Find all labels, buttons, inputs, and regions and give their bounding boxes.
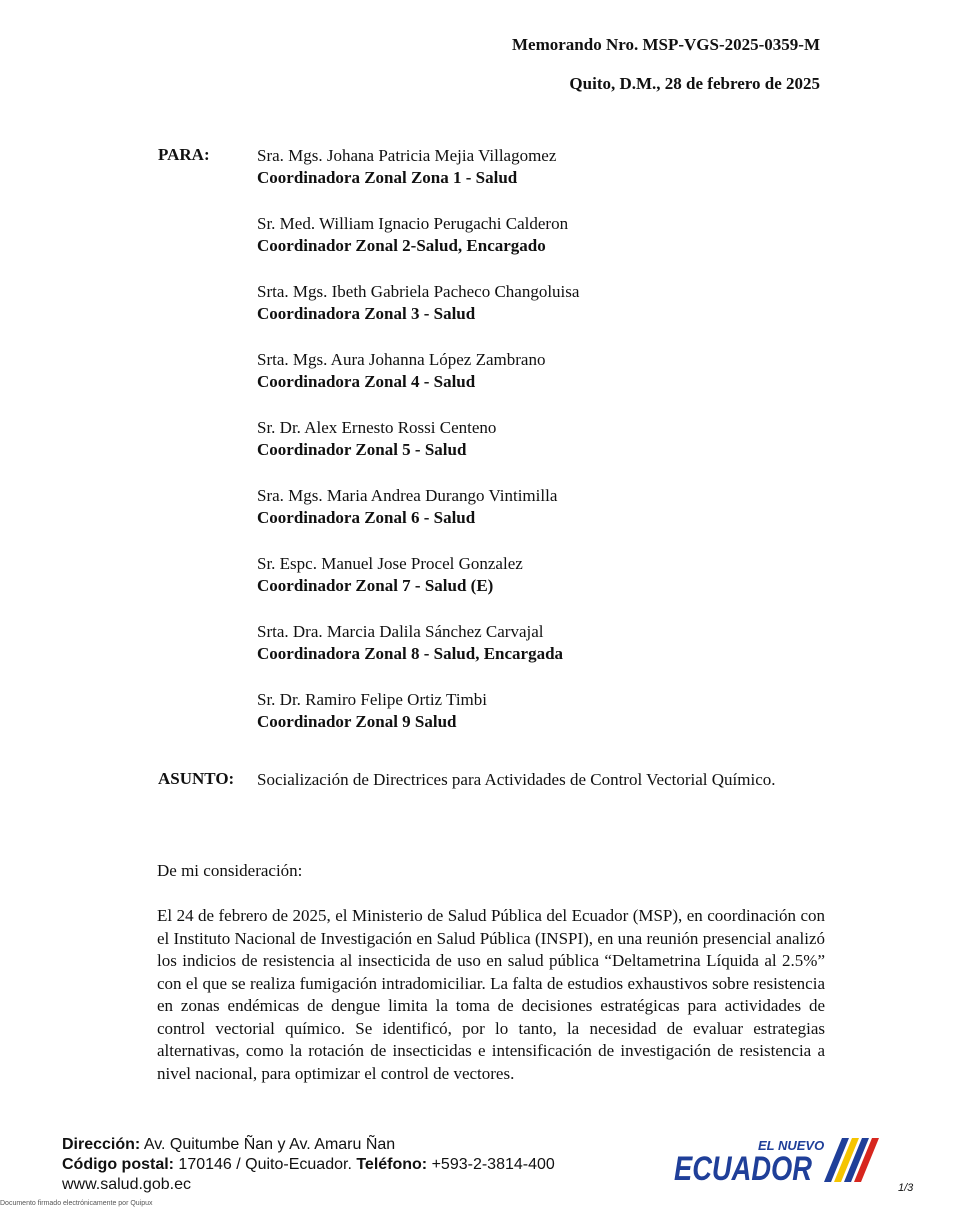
asunto-label: ASUNTO:	[158, 769, 235, 788]
footer-postal-label: Código postal:	[62, 1156, 174, 1173]
recipient-role: Coordinador Zonal 9 Salud	[257, 712, 457, 731]
recipient-name: Sr. Med. William Ignacio Perugachi Calderon	[257, 214, 569, 233]
recipient-item	[257, 621, 837, 665]
flag-stripes-icon	[824, 1138, 879, 1182]
recipient-name: Sr. Espc. Manuel Jose Procel Gonzalez	[257, 554, 523, 573]
recipient-name: Srta. Mgs. Ibeth Gabriela Pacheco Changoluisa	[257, 282, 580, 301]
salutation: De mi consideración:	[157, 861, 303, 880]
para-label: PARA:	[158, 145, 210, 164]
footer-address-line	[62, 1135, 555, 1155]
footer-postal-value: 170146 / Quito-Ecuador.	[173, 1156, 357, 1173]
recipient-item	[257, 553, 837, 597]
footer-signed-note: Documento firmado electrónicamente por Quipux	[0, 1200, 153, 1207]
recipient-item	[257, 145, 837, 189]
logo-main-text: ECUADOR	[674, 1150, 813, 1188]
recipient-role: Coordinadora Zonal 4 - Salud	[257, 372, 476, 391]
footer-phone-label: Teléfono:	[356, 1156, 428, 1173]
recipient-name: Sra. Mgs. Johana Patricia Mejia Villagomez	[257, 146, 557, 165]
asunto-text: Socialización de Directrices para Actividades de Control Vectorial Químico.	[257, 770, 776, 789]
recipient-role: Coordinador Zonal 2-Salud, Encargado	[257, 236, 546, 255]
recipient-name: Sra. Mgs. Maria Andrea Durango Vintimilla	[257, 486, 558, 505]
recipient-role: Coordinador Zonal 5 - Salud	[257, 440, 467, 459]
footer-address-label: Dirección:	[62, 1136, 141, 1153]
recipient-item	[257, 213, 837, 257]
recipient-list	[257, 145, 837, 757]
recipient-name: Sr. Dr. Alex Ernesto Rossi Centeno	[257, 418, 497, 437]
body-paragraph: El 24 de febrero de 2025, el Ministerio de Salud Pública del Ecuador (MSP), en coordinación con el Instituto Nacional de Investigación en Salud Pública (INSPI), en una reunión presencial analizó los indicios de resistencia al insecticida de uso en salud pública “Deltametrina Líquida al 2.5%” con el que se realiza fumigación intradomiciliar. La falta de estudios exhaustivos sobre resistencia en zonas endémicas de dengue limita la toma de decisiones estratégicas para actividades de control vectorial químico. Se identificó, por lo tanto, la necesidad de evaluar estrategias alternativas, como la rotación de insecticidas e intensificación de investigación de resistencia a nivel nacional, para optimizar el control de vectores.	[157, 906, 825, 1083]
recipient-item	[257, 417, 837, 461]
footer-postal-line	[62, 1155, 555, 1175]
recipient-item	[257, 689, 837, 733]
recipient-name: Srta. Mgs. Aura Johanna López Zambrano	[257, 350, 546, 369]
recipient-role: Coordinadora Zonal Zona 1 - Salud	[257, 168, 518, 187]
recipient-name: Sr. Dr. Ramiro Felipe Ortiz Timbi	[257, 690, 487, 709]
footer-website[interactable]: www.salud.gob.ec	[62, 1176, 191, 1193]
recipient-item	[257, 349, 837, 393]
footer-phone-value: +593-2-3814-400	[427, 1156, 555, 1173]
recipient-item	[257, 485, 837, 529]
recipient-name: Srta. Dra. Marcia Dalila Sánchez Carvajal	[257, 622, 544, 641]
el-nuevo-ecuador-logo	[672, 1134, 882, 1194]
recipient-role: Coordinadora Zonal 8 - Salud, Encargada	[257, 644, 564, 663]
memo-date: Quito, D.M., 28 de febrero de 2025	[569, 74, 820, 93]
memo-number: Memorando Nro. MSP-VGS-2025-0359-M	[511, 35, 820, 54]
footer-address-value: Av. Quitumbe Ñan y Av. Amaru Ñan	[140, 1136, 396, 1153]
recipient-role: Coordinadora Zonal 6 - Salud	[257, 508, 476, 527]
footer-contact	[0, 1135, 555, 1207]
logo-top-text: EL NUEVO	[758, 1138, 825, 1153]
recipient-role: Coordinador Zonal 7 - Salud (E)	[257, 576, 494, 595]
page-number: 1/3	[898, 1182, 914, 1194]
recipient-role: Coordinadora Zonal 3 - Salud	[257, 304, 476, 323]
recipient-item	[257, 281, 837, 325]
